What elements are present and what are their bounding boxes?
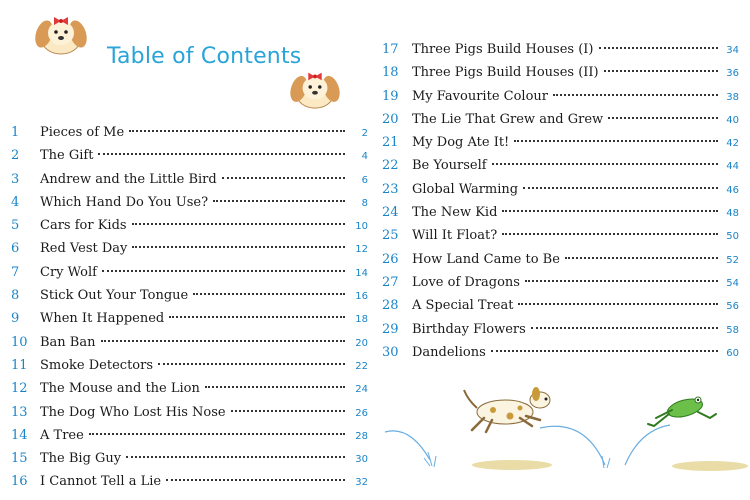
- toc-entry: [0, 237, 372, 260]
- entry-title: Andrew and the Little Bird: [40, 171, 217, 187]
- dot-leader: [565, 257, 718, 259]
- dot-leader: [553, 94, 718, 96]
- entry-page-number: 16: [355, 291, 368, 303]
- dot-leader: [502, 210, 718, 212]
- dot-leader: [604, 70, 718, 72]
- entry-number: 3: [11, 171, 20, 187]
- entry-title: Which Hand Do You Use?: [40, 194, 209, 210]
- dot-leader: [89, 433, 345, 435]
- entry-title: Birthday Flowers: [412, 321, 526, 337]
- toc-entry: [0, 447, 372, 470]
- entry-page-number: 54: [726, 277, 739, 289]
- entry-number: 15: [11, 451, 28, 467]
- dot-leader: [98, 153, 345, 155]
- entry-title: Pieces of Me: [40, 125, 125, 140]
- dot-leader: [132, 246, 345, 248]
- dog-jumping-icon: [464, 387, 550, 432]
- entry-number: 22: [382, 158, 399, 174]
- toc-entry: [377, 38, 747, 61]
- toc-entry: [377, 248, 747, 271]
- entry-page-number: 18: [355, 314, 368, 326]
- toc-entry: [377, 318, 747, 341]
- toc-entry: [377, 178, 747, 201]
- entry-title: A Special Treat: [412, 298, 514, 314]
- toc-entry: [377, 224, 747, 247]
- dot-leader: [213, 200, 345, 202]
- entry-number: 25: [382, 228, 399, 244]
- entry-number: 17: [382, 42, 399, 57]
- toc-entry: [0, 331, 372, 354]
- entry-number: 24: [382, 205, 399, 221]
- entry-number: 11: [11, 357, 28, 373]
- dot-leader: [502, 233, 718, 235]
- dot-leader: [126, 456, 345, 458]
- entry-number: 1: [11, 125, 20, 140]
- entry-title: Will It Float?: [412, 228, 498, 244]
- toc-entry: [0, 354, 372, 377]
- toc-entry: [0, 307, 372, 330]
- toc-entry: [0, 168, 372, 191]
- toc-entry: [0, 144, 372, 167]
- toc-entry: [0, 284, 372, 307]
- dot-leader: [523, 187, 718, 189]
- puppy-icon: [287, 64, 343, 110]
- entry-number: 29: [382, 321, 399, 337]
- entry-title: My Favourite Colour: [412, 88, 548, 104]
- toc-entry: [0, 424, 372, 447]
- entry-page-number: 56: [726, 301, 739, 313]
- dot-leader: [193, 293, 345, 295]
- entry-page-number: 22: [355, 360, 368, 372]
- entry-number: 4: [11, 194, 20, 210]
- toc-left-column: [0, 121, 372, 494]
- entry-page-number: 30: [355, 454, 368, 466]
- dot-leader: [514, 140, 718, 142]
- entry-page-number: 12: [355, 244, 368, 256]
- entry-title: The Mouse and the Lion: [40, 381, 200, 397]
- toc-entry: [0, 214, 372, 237]
- entry-number: 7: [11, 264, 20, 280]
- entry-title: Ban Ban: [40, 334, 96, 350]
- entry-page-number: 26: [355, 407, 368, 419]
- dot-leader: [525, 280, 718, 282]
- dot-leader: [491, 350, 718, 352]
- entry-title: Three Pigs Build Houses (I): [412, 42, 594, 57]
- puppy-icon: [32, 8, 90, 56]
- entry-page-number: 8: [361, 197, 368, 209]
- dot-leader: [101, 340, 346, 342]
- toc-entry: [377, 341, 747, 364]
- entry-number: 14: [11, 427, 28, 443]
- entry-page-number: 6: [361, 174, 368, 186]
- entry-number: 12: [11, 381, 28, 397]
- entry-title: The Dog Who Lost His Nose: [40, 404, 226, 420]
- entry-page-number: 4: [361, 151, 368, 163]
- toc-entry: [377, 271, 747, 294]
- dot-leader: [158, 363, 345, 365]
- toc-entry: [0, 377, 372, 400]
- entry-page-number: 58: [726, 324, 739, 336]
- dot-leader: [531, 327, 718, 329]
- entry-title: My Dog Ate It!: [412, 135, 510, 151]
- dot-leader: [132, 223, 345, 225]
- entry-title: The Big Guy: [40, 451, 122, 467]
- dot-leader: [231, 410, 345, 412]
- dot-leader: [169, 316, 345, 318]
- entry-number: 6: [11, 241, 20, 257]
- toc-entry: [377, 154, 747, 177]
- entry-title: The Gift: [40, 148, 94, 164]
- dot-leader: [102, 270, 345, 272]
- entry-page-number: 20: [355, 337, 368, 349]
- toc-entry: [0, 261, 372, 284]
- dot-leader: [129, 130, 345, 132]
- entry-page-number: 24: [355, 384, 368, 396]
- toc-entry: [377, 131, 747, 154]
- entry-number: 26: [382, 251, 399, 267]
- entry-number: 30: [382, 344, 399, 360]
- entry-number: 20: [382, 111, 399, 127]
- entry-number: 5: [11, 218, 20, 234]
- jumping-illustration: [380, 370, 748, 495]
- toc-entry: [377, 294, 747, 317]
- entry-page-number: 2: [361, 128, 368, 139]
- entry-page-number: 10: [355, 221, 368, 233]
- entry-page-number: 46: [726, 184, 739, 196]
- entry-title: Smoke Detectors: [40, 357, 154, 373]
- dot-leader: [222, 177, 345, 179]
- entry-title: Cry Wolf: [40, 264, 97, 280]
- toc-entry: [377, 61, 747, 84]
- entry-number: 27: [382, 274, 399, 290]
- entry-number: 9: [11, 311, 20, 327]
- dot-leader: [608, 117, 718, 119]
- entry-page-number: 28: [355, 430, 368, 442]
- entry-title: Red Vest Day: [40, 241, 128, 257]
- entry-number: 2: [11, 148, 20, 164]
- entry-title: I Cannot Tell a Lie: [40, 474, 162, 490]
- entry-title: Stick Out Your Tongue: [40, 288, 189, 304]
- entry-page-number: 32: [355, 477, 368, 489]
- entry-page-number: 52: [726, 254, 739, 266]
- entry-page-number: 38: [726, 91, 739, 103]
- entry-page-number: 48: [726, 208, 739, 220]
- toc-entry: [0, 191, 372, 214]
- entry-page-number: 14: [355, 267, 368, 279]
- frog-jumping-icon: [648, 396, 716, 426]
- entry-title: How Land Came to Be: [412, 251, 560, 267]
- entry-page-number: 60: [726, 347, 739, 359]
- entry-page-number: 44: [726, 161, 739, 173]
- dot-leader: [205, 386, 345, 388]
- entry-number: 10: [11, 334, 28, 350]
- dot-leader: [492, 163, 718, 165]
- entry-number: 28: [382, 298, 399, 314]
- entry-title: Global Warming: [412, 181, 519, 197]
- entry-title: The New Kid: [412, 205, 498, 221]
- entry-page-number: 40: [726, 114, 739, 126]
- entry-number: 23: [382, 181, 399, 197]
- entry-number: 16: [11, 474, 28, 490]
- entry-page-number: 50: [726, 231, 739, 243]
- toc-entry: [0, 401, 372, 424]
- dot-leader: [599, 47, 719, 49]
- entry-page-number: 42: [726, 138, 739, 150]
- entry-page-number: 34: [726, 45, 739, 56]
- entry-number: 13: [11, 404, 28, 420]
- toc-entry: [377, 85, 747, 108]
- entry-title: Love of Dragons: [412, 274, 520, 290]
- toc-entry: [377, 108, 747, 131]
- entry-page-number: 36: [726, 68, 739, 80]
- entry-title: Dandelions: [412, 344, 486, 360]
- page-title: Table of Contents: [107, 44, 302, 69]
- entry-number: 18: [382, 65, 399, 81]
- dot-leader: [166, 479, 345, 481]
- toc-entry: [0, 121, 372, 144]
- entry-title: Cars for Kids: [40, 218, 127, 234]
- entry-title: A Tree: [40, 427, 84, 443]
- entry-title: Three Pigs Build Houses (II): [412, 65, 599, 81]
- entry-title: The Lie That Grew and Grew: [412, 111, 604, 127]
- toc-entry: [0, 470, 372, 493]
- entry-number: 8: [11, 288, 20, 304]
- entry-title: When It Happened: [40, 311, 165, 327]
- toc-right-column: [377, 38, 747, 364]
- dot-leader: [518, 303, 718, 305]
- toc-entry: [377, 201, 747, 224]
- entry-number: 19: [382, 88, 399, 104]
- entry-title: Be Yourself: [412, 158, 487, 174]
- entry-number: 21: [382, 135, 399, 151]
